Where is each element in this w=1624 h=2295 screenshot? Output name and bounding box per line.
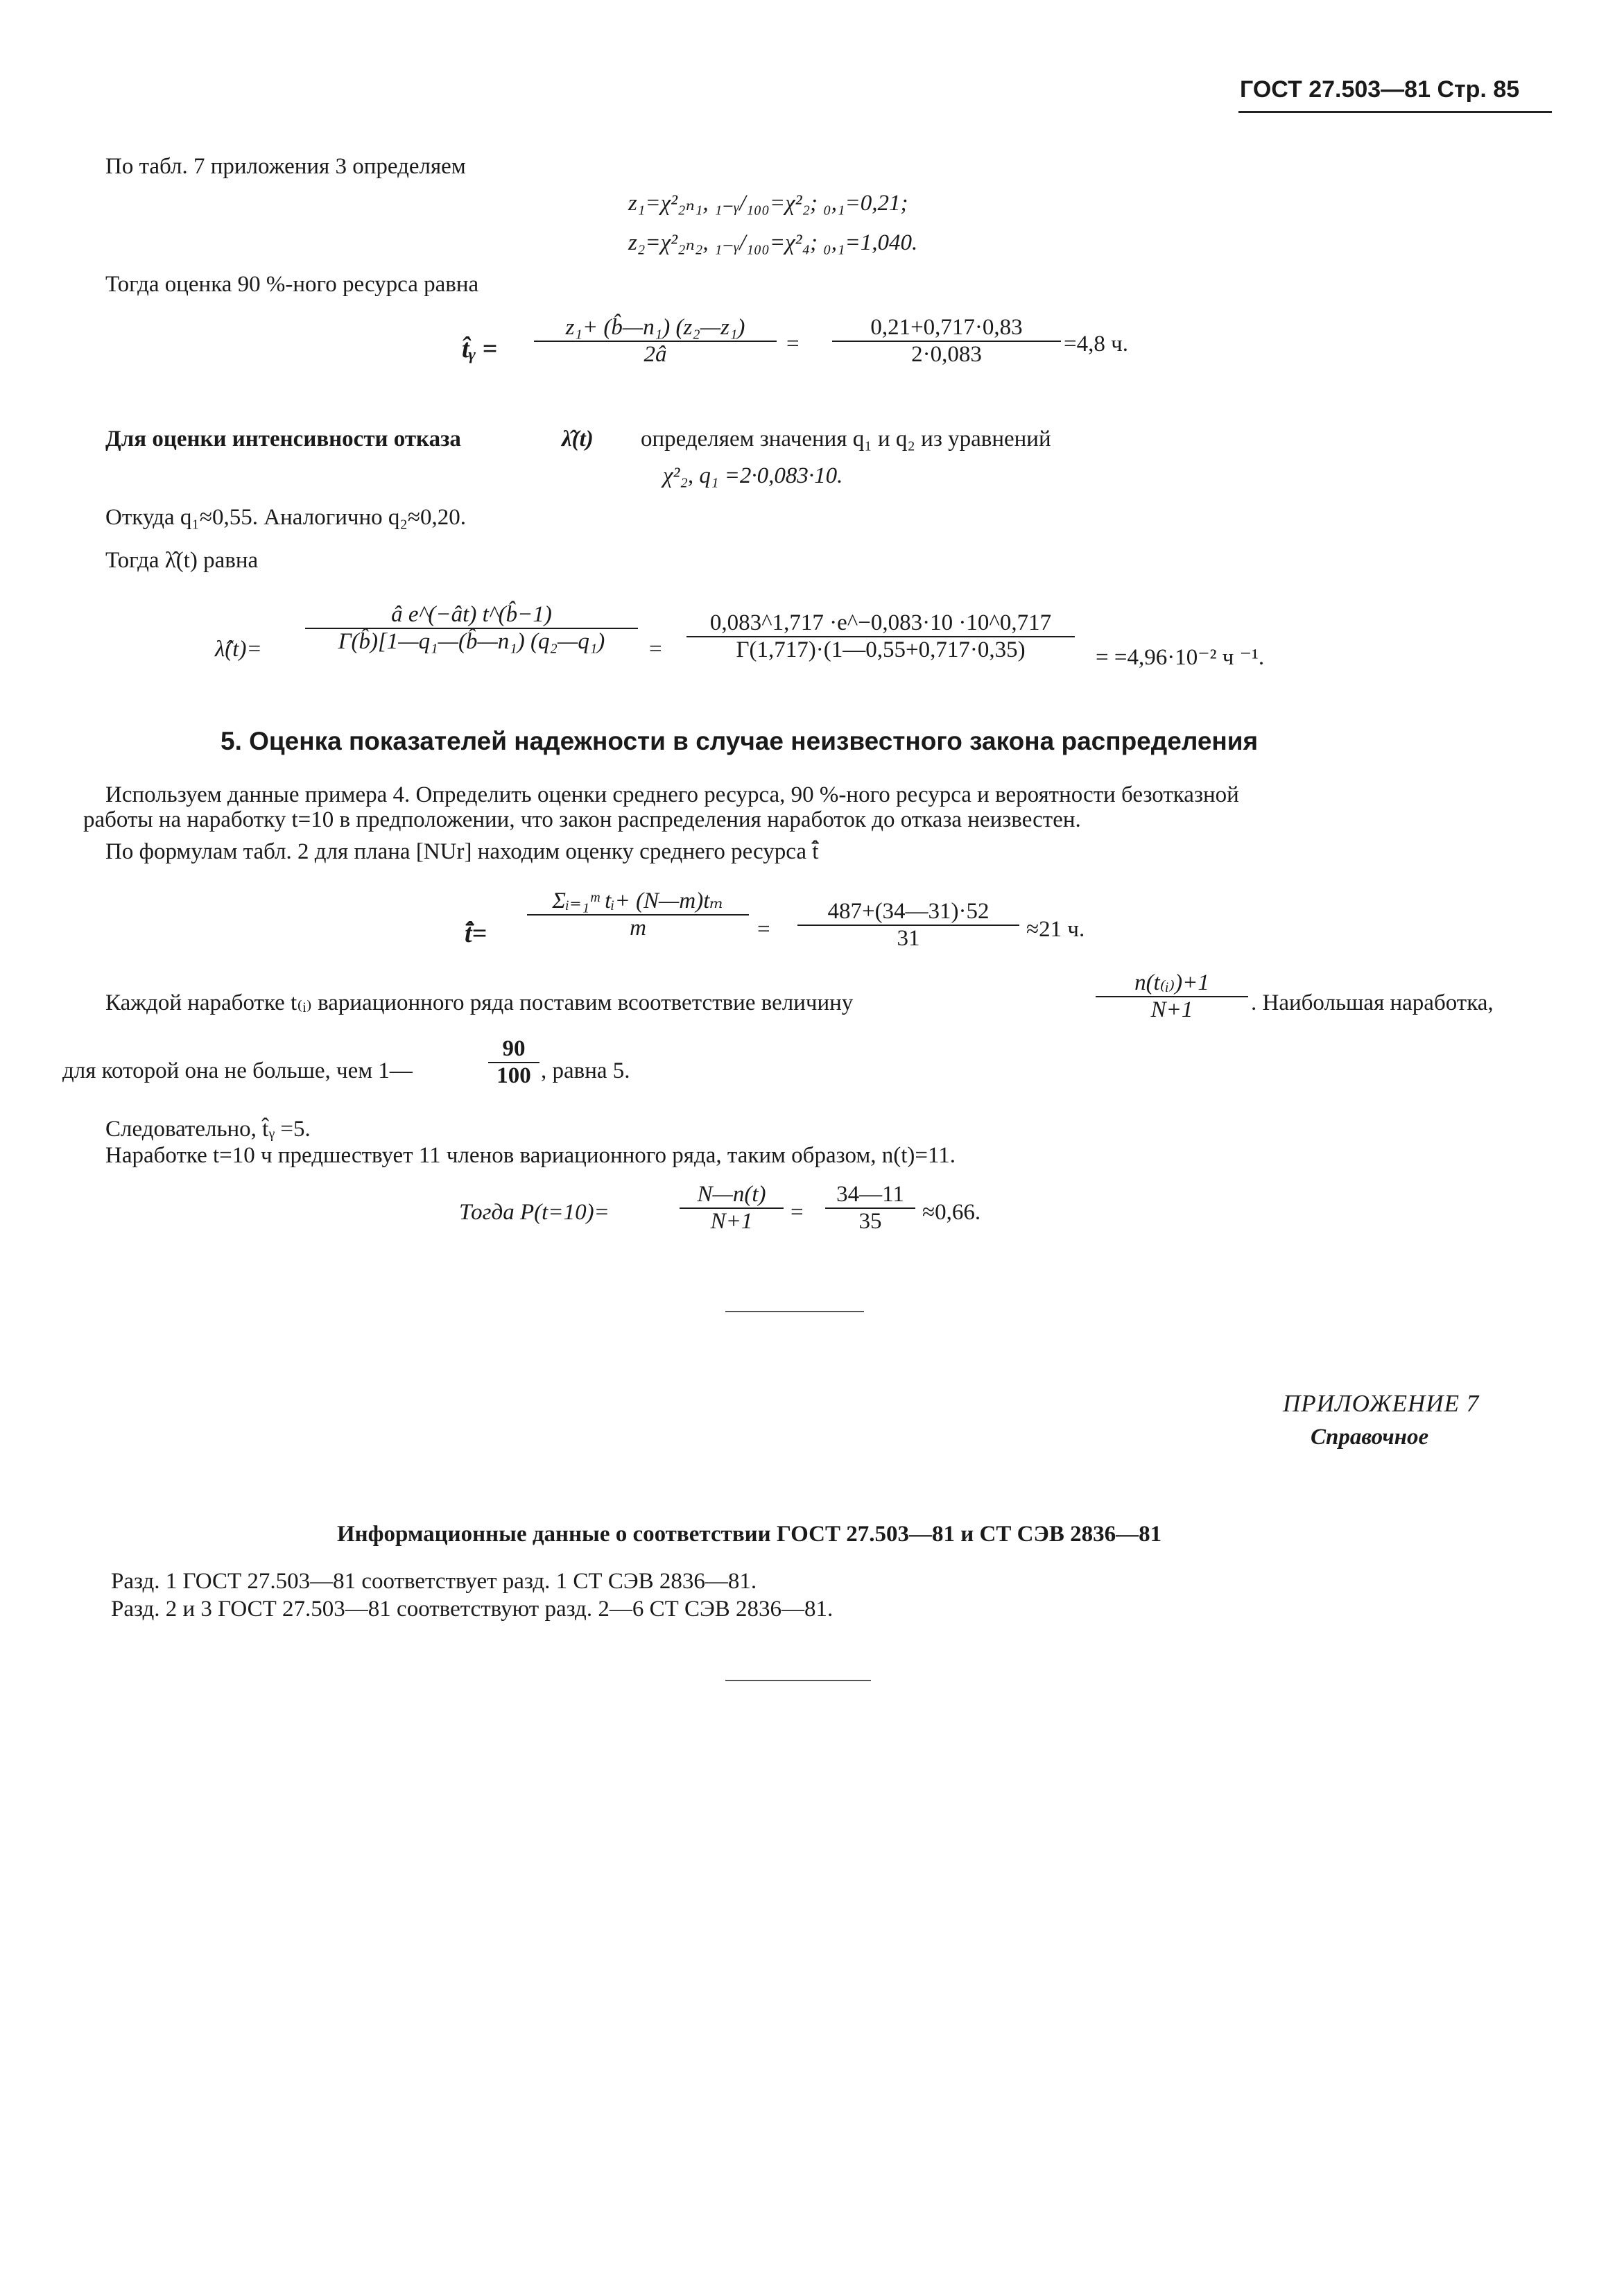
each-denominator: N+1	[1150, 997, 1193, 1022]
appendix-title: ПРИЛОЖЕНИЕ 7	[1283, 1390, 1480, 1417]
probability-values-denominator: 35	[858, 1209, 882, 1234]
lambda-numerator: â e^(−ât) t^(b̂−1)	[305, 602, 638, 629]
lambda-line-b: определяем значения q₁ и q₂ из уравнений	[641, 427, 1051, 452]
probability-fraction-values	[825, 1182, 915, 1235]
section-divider	[725, 1311, 864, 1312]
probability-denominator: N+1	[710, 1209, 753, 1234]
mean-lhs: t̄̂=	[465, 919, 487, 948]
page-header: ГОСТ 27.503—81 Стр. 85	[1240, 76, 1520, 103]
mean-result: ≈21 ч.	[1026, 917, 1085, 942]
lambda-symbol: λ̂(t)	[562, 427, 594, 452]
lambda-line-a: Для оценки интенсивности отказа	[105, 427, 461, 452]
gamma-resource-text: Тогда оценка 90 %-ного ресурса равна	[105, 272, 479, 297]
lambda-denominator: Γ(b̂)[1—q₁—(b̂—n₁) (q₂—q₁)	[338, 629, 605, 654]
tgamma-values-denominator: 2·0,083	[911, 342, 982, 367]
tgamma-fraction-values	[832, 315, 1061, 368]
appendix-line2: Разд. 2 и 3 ГОСТ 27.503—81 соответствуют разд. 2—6 СТ СЭВ 2836—81.	[111, 1597, 833, 1622]
each-fraction	[1096, 968, 1248, 1023]
each-numerator: n(t₍ᵢ₎)+1	[1096, 968, 1248, 997]
z1-formula: z₁=χ²₂ₙ₁, ₁₋ᵧ/₁₀₀=χ²₂; ₀,₁=0,21;	[628, 191, 908, 216]
tgamma-result: =4,8 ч.	[1064, 332, 1128, 356]
each-text-a: Каждой наработке t₍ᵢ₎ вариационного ряда поставим всоответствие величину	[105, 990, 854, 1015]
forwhich-fraction	[488, 1036, 539, 1089]
chi-equation: χ²₂, q₁ =2·0,083·10.	[663, 463, 843, 488]
tgamma-denominator: 2â	[643, 342, 667, 367]
lambda-values-denominator: Γ(1,717)·(1—0,55+0,717·0,35)	[736, 637, 1026, 662]
then-lambda-text: Тогда λ̂(t) равна	[105, 548, 259, 573]
lambda-result: = =4,96·10⁻² ч ⁻¹.	[1096, 645, 1265, 670]
mean-eq: =	[757, 917, 770, 942]
z2-formula: z₂=χ²₂ₙ₂, ₁₋ᵧ/₁₀₀=χ²₄; ₀,₁=1,040.	[628, 230, 918, 255]
mean-fraction-values	[797, 899, 1019, 952]
tgamma-values-numerator: 0,21+0,717·0,83	[832, 315, 1061, 342]
section5-title: 5. Оценка показателей надежности в случае неизвестного закона распределения	[221, 727, 1259, 755]
tgamma-numerator: z₁+ (b̂—n₁) (z₂—z₁)	[534, 315, 777, 342]
section5-para-line1: Используем данные примера 4. Определить оценки среднего ресурса, 90 %-ного ресурса и вероятности безотказной	[105, 782, 1239, 807]
tgamma-fraction	[534, 315, 777, 368]
probability-values-numerator: 34—11	[825, 1182, 915, 1209]
lambda-fraction-values	[686, 610, 1075, 663]
lambda-eq: =	[649, 637, 662, 662]
section5-para-line2: работы на наработку t=10 в предположении, что закон распределения наработок до отказа неизвестен.	[83, 807, 1081, 832]
lambda-fraction	[305, 602, 638, 655]
bottom-divider	[725, 1680, 871, 1681]
mean-numerator: Σᵢ₌₁ᵐ tᵢ+ (N—m)tₘ	[527, 886, 749, 916]
t10-text: Наработке t=10 ч предшествует 11 членов вариационного ряда, таким образом, n(t)=11.	[105, 1143, 956, 1168]
intro-text: По табл. 7 приложения 3 определяем	[105, 154, 466, 179]
lambda-values-numerator: 0,083^1,717 ·e^−0,083·10 ·10^0,717	[686, 610, 1075, 637]
tgamma-lhs: t̂ᵧ =	[462, 334, 498, 363]
mean-values-numerator: 487+(34—31)·52	[797, 899, 1019, 926]
probability-lhs: Тогда P(t=10)=	[459, 1200, 610, 1225]
section5-para-line3: По формулам табл. 2 для плана [NUr] находим оценку среднего ресурса t̄̂	[105, 839, 819, 864]
forwhich-numerator: 90	[488, 1036, 539, 1063]
mean-fraction	[527, 886, 749, 941]
each-text-b: . Наибольшая наработка,	[1251, 990, 1494, 1015]
mean-values-denominator: 31	[897, 926, 920, 951]
probability-numerator: N—n(t)	[680, 1182, 784, 1209]
header-rule	[1238, 111, 1552, 113]
tgamma-eq: =	[786, 332, 800, 356]
mean-denominator: m	[630, 916, 646, 940]
forwhich-denominator: 100	[496, 1063, 531, 1088]
consequently-text: Следовательно, t̂ᵧ =5.	[105, 1117, 311, 1142]
probability-fraction	[680, 1182, 784, 1235]
probability-result: ≈0,66.	[922, 1200, 981, 1225]
forwhich-text-a: для которой она не больше, чем 1—	[62, 1058, 413, 1083]
forwhich-text-b: , равна 5.	[541, 1058, 630, 1083]
appendix-subtitle: Справочное	[1311, 1425, 1429, 1450]
probability-eq: =	[791, 1200, 804, 1225]
appendix-heading: Информационные данные о соответствии ГОСТ 27.503—81 и СТ СЭВ 2836—81	[337, 1522, 1162, 1547]
appendix-line1: Разд. 1 ГОСТ 27.503—81 соответствует разд. 1 СТ СЭВ 2836—81.	[111, 1569, 757, 1594]
whence-text: Откуда q₁≈0,55. Аналогично q₂≈0,20.	[105, 505, 467, 530]
lambda-lhs: λ̂(t)=	[215, 637, 262, 662]
